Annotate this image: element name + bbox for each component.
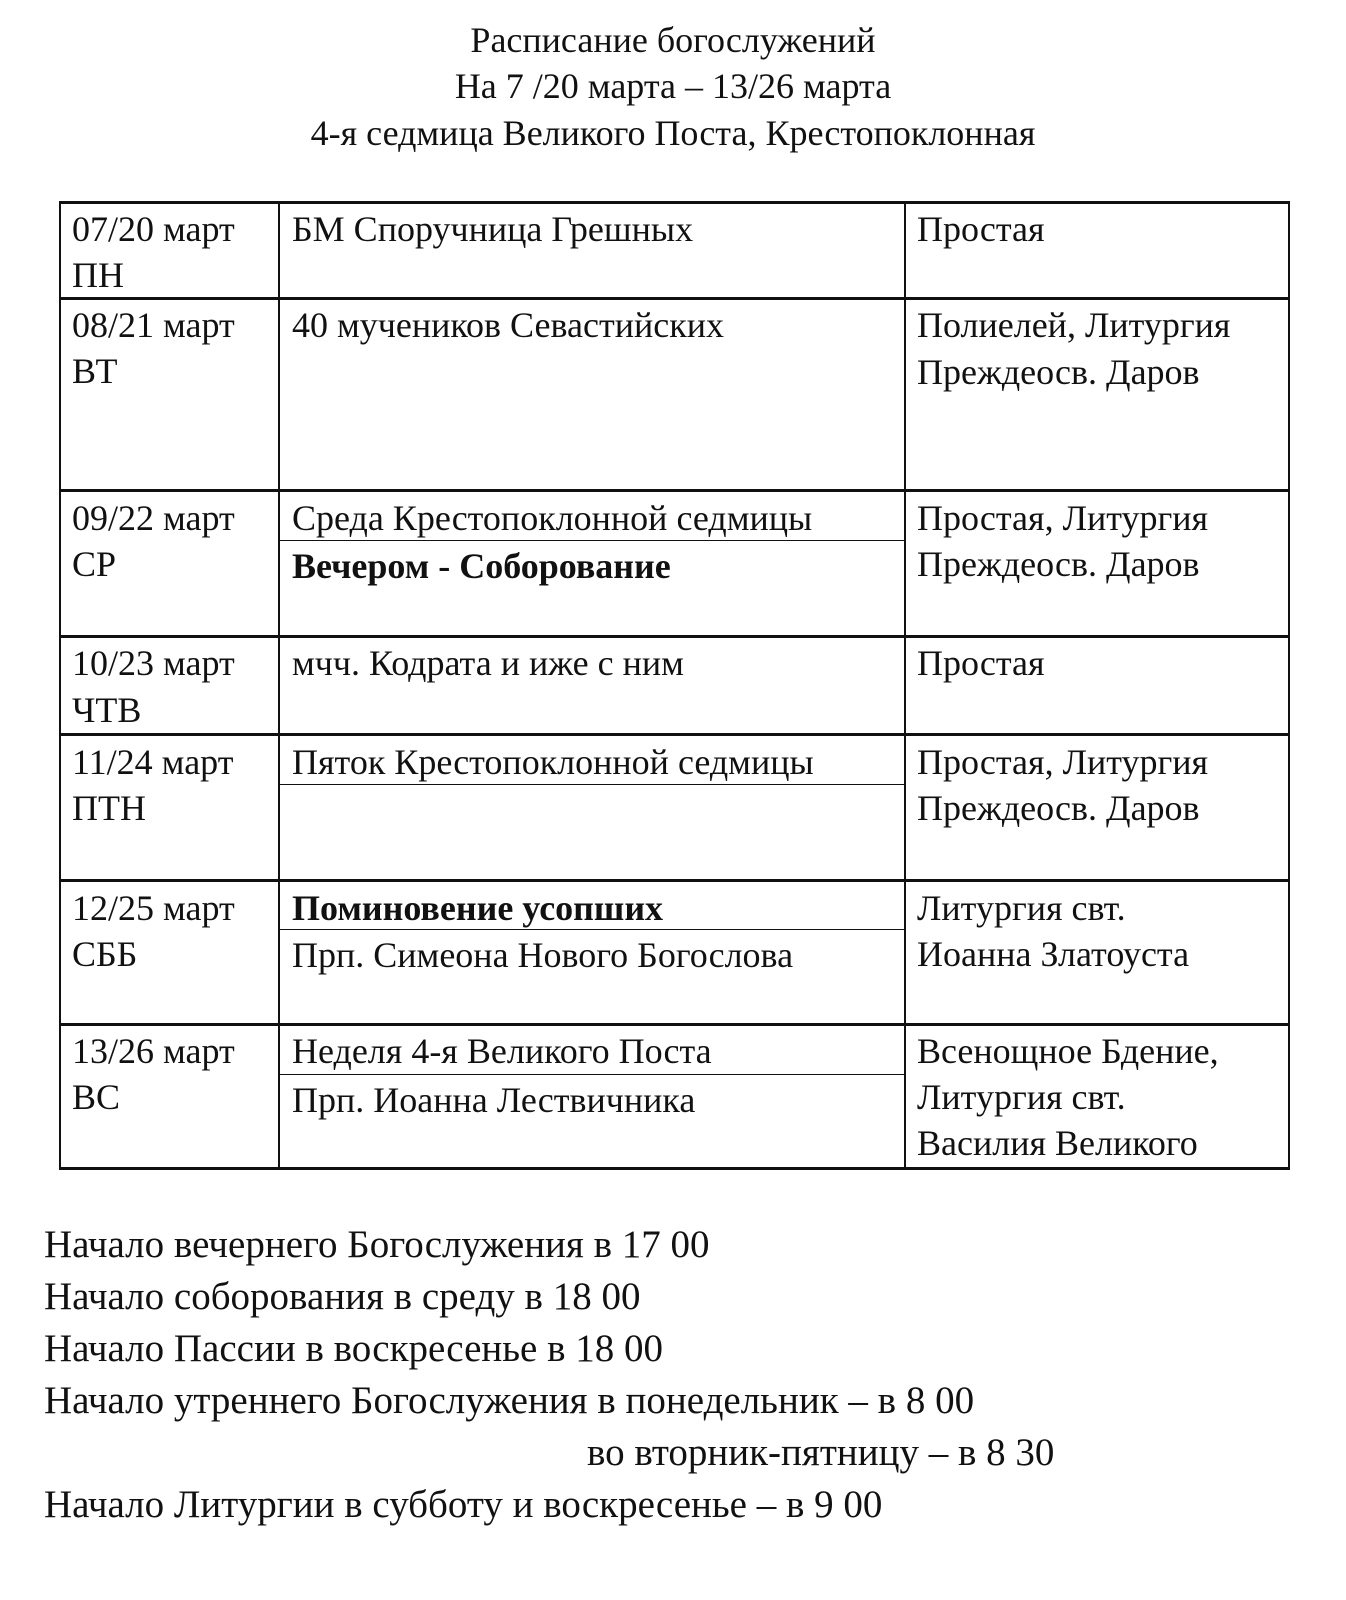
row-date: 10/23 март <box>72 643 235 683</box>
row-event: Пяток Крестопоклонной седмицы <box>292 742 814 782</box>
row-event: БМ Споручница Грешных <box>292 209 694 249</box>
row-weekday: СР <box>72 544 117 584</box>
row-date: 07/20 март <box>72 209 235 249</box>
note-unction: Начало соборования в среду в 18 00 <box>44 1275 641 1318</box>
note-liturgy: Начало Литургии в субботу и воскресенье – в 9 00 <box>44 1483 883 1526</box>
row-service: Простая <box>917 209 1045 249</box>
row-service: Полиелей, Литургия <box>917 305 1231 345</box>
row-service: Простая, Литургия <box>917 498 1209 538</box>
note-passion: Начало Пассии в воскресенье в 18 00 <box>44 1327 664 1370</box>
row-service: Простая, Литургия <box>917 742 1209 782</box>
row-service: Преждеосв. Даров <box>917 352 1200 392</box>
row-service: Иоанна Златоуста <box>917 934 1190 974</box>
schedule-table <box>59 201 1290 1170</box>
row-service: Литургия свт. <box>917 888 1126 928</box>
note-evening-service: Начало вечернего Богослужения в 17 00 <box>44 1223 710 1266</box>
row-weekday: СББ <box>72 934 138 974</box>
row-date: 08/21 март <box>72 305 235 345</box>
note-morning-weekdays: во вторник-пятницу – в 8 30 <box>587 1431 1055 1474</box>
row-service: Всенощное Бдение, <box>917 1031 1219 1071</box>
row-date: 12/25 март <box>72 888 235 928</box>
row-weekday: ПТН <box>72 788 146 828</box>
row-event: Среда Крестопоклонной седмицы <box>292 498 813 538</box>
note-morning-service: Начало утреннего Богослужения в понедельник – в 8 00 <box>44 1379 975 1422</box>
row-weekday: ВС <box>72 1077 121 1117</box>
row-event-commemoration: Поминовение усопших <box>292 888 664 928</box>
row-service: Преждеосв. Даров <box>917 788 1200 828</box>
row-service: Простая <box>917 643 1045 683</box>
row-event: Неделя 4-я Великого Поста <box>292 1031 712 1071</box>
row-weekday: ПН <box>72 255 124 295</box>
row-service: Преждеосв. Даров <box>917 544 1200 584</box>
row-service: Василия Великого <box>917 1123 1198 1163</box>
row-event: 40 мучеников Севастийских <box>292 305 724 345</box>
row-date: 13/26 март <box>72 1031 235 1071</box>
week-name: 4-я седмица Великого Поста, Крестопоклонная <box>310 113 1036 153</box>
page-title: Расписание богослужений <box>470 20 876 60</box>
row-weekday: ВТ <box>72 351 118 391</box>
row-event: Прп. Симеона Нового Богослова <box>292 935 794 975</box>
row-service: Литургия свт. <box>917 1077 1126 1117</box>
row-date: 09/22 март <box>72 498 235 538</box>
row-event: Прп. Иоанна Лествичника <box>292 1080 696 1120</box>
row-event: мчч. Кодрата и иже с ним <box>292 643 684 683</box>
row-event-evening: Вечером - Соборование <box>292 546 671 586</box>
date-range: На 7 /20 марта – 13/26 марта <box>454 66 892 106</box>
row-weekday: ЧТВ <box>72 690 142 730</box>
row-date: 11/24 март <box>72 742 234 782</box>
